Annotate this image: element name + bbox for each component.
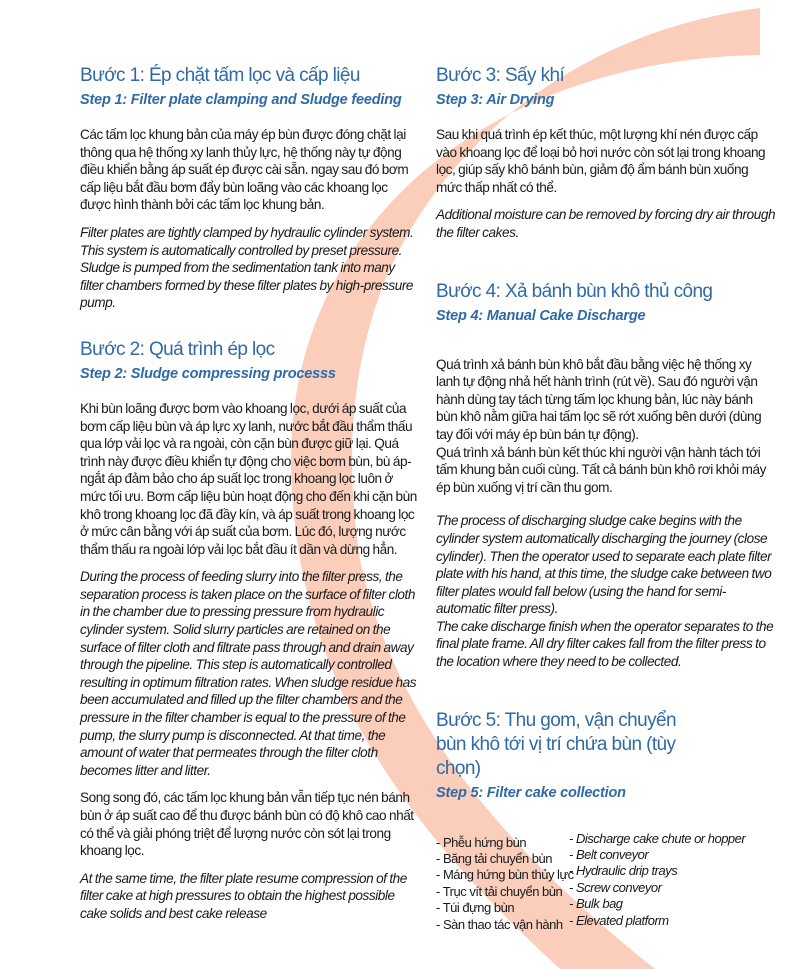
- step-2-title-en: Step 2: Sludge compressing processs: [80, 365, 336, 382]
- list-item: - Belt conveyor: [569, 847, 649, 863]
- list-item: - Hydraulic drip trays: [569, 863, 678, 879]
- step-3-paragraph-en: Additional moisture can be removed by forcing dry air through the filter cakes.: [436, 207, 776, 240]
- left-column: [80, 64, 420, 923]
- step-2-paragraph-vi-2: Song song đó, các tấm lọc khung bản vẫn tiếp tục nén bánh bùn ở áp suất cao để thu được bánh bùn có độ khô cao nhất có thể và giải phóng triệt để lượng nước còn sót lại trong khoang lọc.: [80, 790, 414, 859]
- step-1-section: [80, 64, 420, 312]
- step-2-paragraph-vi: Khi bùn loãng được bơm vào khoang lọc, dưới áp suất của bơm cấp liệu bùn và áp lực xy lanh, nước bắt đầu thẩm thấu qua lớp vải lọc và ra ngoài, còn cặn bùn được giữ lại. Quá trình này được điều khiển tự động cho việc bơm bùn, bù áp-ngắt áp đảm bảo cho áp suất lọc trong khoang lọc luôn ở mức tối ưu. Bơm cấp liệu bùn hoạt động cho đến khi cặn bùn khô trong khoang lọc đã đầy kín, và áp suất trong khoang lọc ở mức cân bằng với áp suất của bơm. Lúc đó, lượng nước thẩm thấu ra ngoài lớp vải lọc bắt đầu ít dần và dừng hẳn.: [80, 400, 417, 557]
- step-3-section: [436, 64, 776, 242]
- step-3-title-vi: Bước 3: Sấy khí: [436, 65, 565, 86]
- step-5-title-vi: Bước 5: Thu gom, vận chuyển bùn khô tới vị trí chứa bùn (tùy chọn): [436, 709, 676, 779]
- step-2-paragraph-en-2: At the same time, the filter plate resume compression of the filter cake at high pressures to obtain the highest possible cake solids and best cake release: [80, 870, 407, 921]
- equipment-list-vi: [436, 835, 576, 933]
- list-item: - Máng hứng bùn thủy lực: [436, 867, 574, 883]
- step-1-paragraph-vi: Các tấm lọc khung bản của máy ép bùn được đóng chặt lại thông qua hệ thống xy lanh thủy lực, hệ thống này tự động điều khiển bằng áp suất ép được cài sẵn. ngay sau đó bơm cấp liệu bắt đầu bơm đẩy bùn loãng vào các khoang lọc được hình thành bởi các tấm lọc khung bản.: [80, 127, 409, 213]
- step-3-title-en: Step 3: Air Drying: [436, 92, 555, 108]
- list-item: - Trục vít tải chuyển bùn: [436, 883, 563, 899]
- step-1-title-en: Step 1: Filter plate clamping and Sludge feeding: [80, 92, 402, 108]
- list-item: - Elevated platform: [569, 912, 669, 928]
- step-4-paragraph-vi: Quá trình xả bánh bùn khô bắt đầu bằng việc hệ thống xy lanh tự động nhả hết hành trình (rút về). Sau đó người vận hành dùng tay tách từng tấm lọc khung bản, lúc này bánh bùn khô nằm giữa hai tấm lọc sẽ rớt xuống bên dưới (dùng tay đối với máy ép bùn bán tự động). Quá trình xả bánh bùn kết thúc khi người vận hành tách tới tấm khung bản cuối cùng. Tất cả bánh bùn khô rơi khỏi máy ép bùn xuống vị trí cần thu gom.: [436, 356, 766, 495]
- step-3-paragraph-vi: Sau khi quá trình ép kết thúc, một lượng khí nén được cấp vào khoang lọc để loại bỏ hơi nước còn sót lại trong khoang lọc, giúp sấy khô bánh bùn, giảm độ ẩm bánh bùn xuống mức thấp nhất có thể.: [436, 127, 766, 195]
- step-1-paragraph-en: Filter plates are tightly clamped by hydraulic cylinder system. This system is automatically controlled by preset pressure. Sludge is pumped from the sedimentation tank into many filter chambers formed by these filter plates by high-pressure pump.: [80, 224, 414, 311]
- list-item: - Discharge cake chute or hopper: [569, 830, 746, 846]
- list-item: - Sàn thao tác vận hành: [436, 916, 563, 932]
- list-item: - Túi đựng bùn: [436, 900, 515, 916]
- step-4-title-vi: Bước 4: Xả bánh bùn khô thủ công: [436, 280, 713, 302]
- step-5-section: [436, 709, 776, 932]
- list-item: - Bulk bag: [569, 896, 623, 912]
- step-1-title-vi: Bước 1: Ép chặt tấm lọc và cấp liệu: [80, 65, 360, 86]
- list-item: - Screw conveyor: [569, 879, 662, 895]
- step-4-title-en: Step 4: Manual Cake Discharge: [436, 307, 646, 324]
- step-4-paragraph-en: The process of discharging sludge cake begins with the cylinder system automatically discharging the journey (close cylinder). Then the operator used to separate each plate filter plate with his hand, at this time, the sludge cake between two filter plates would fall below (using the hand for semi-automatic filter press). The cake discharge finish when the operator separates to the final plate frame. All dry filter cakes fall from the filter press to the location where they need to be collected.: [436, 513, 774, 670]
- step-2-paragraph-en: During the process of feeding slurry into the filter press, the separation process is taken place on the surface of filter cloth in the chamber due to pressing pressure from hydraulic cylinder system. Solid slurry particles are retained on the surface of filter cloth and filtrate pass through and drain away through the pipeline. This step is automatically controlled resulting in optimum filtration rates. When sludge residue has been accumulated and filled up the filter chambers and the pressure in the filter chamber is equal to the pressure of the pump, the slurry pump is disconnected. At that time, the amount of water that permeates through the filter cloth becomes litter and litter.: [80, 569, 417, 778]
- right-column: [436, 64, 776, 932]
- step-4-section: [436, 280, 776, 671]
- equipment-list-en: [569, 831, 769, 929]
- step-2-title-vi: Bước 2: Quá trình ép lọc: [80, 338, 275, 360]
- list-item: - Băng tải chuyển bùn: [436, 851, 552, 867]
- step-2-section: [80, 338, 420, 923]
- list-item: - Phễu hứng bùn: [436, 834, 527, 850]
- step-5-title-en: Step 5: Filter cake collection: [436, 784, 626, 801]
